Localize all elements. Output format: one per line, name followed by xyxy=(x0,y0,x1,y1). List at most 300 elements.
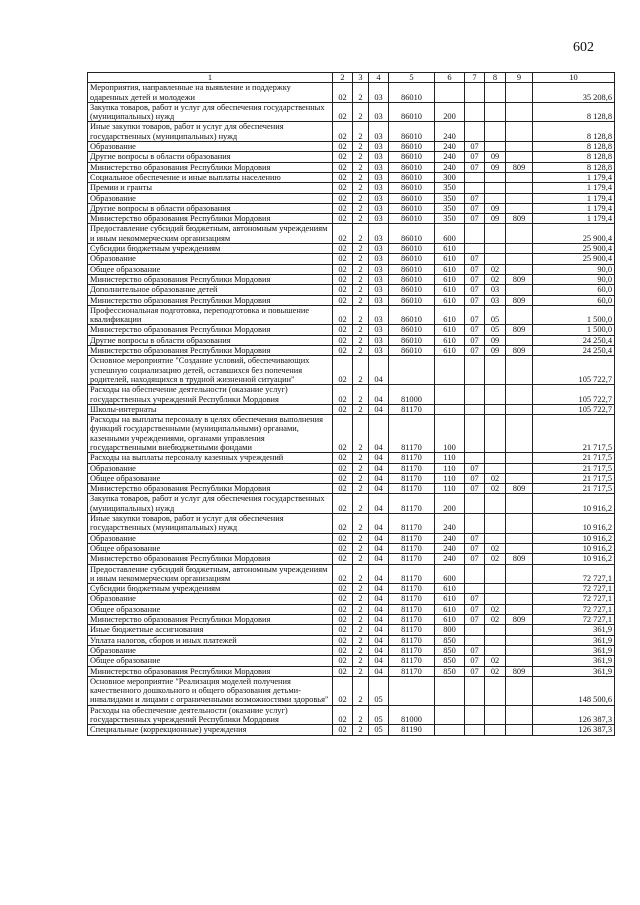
table-row xyxy=(88,666,615,676)
row-name: Иные закупки товаров, работ и услуг для обеспечения государственных (муниципальных) нужд xyxy=(88,122,333,142)
code-cell: 2 xyxy=(353,274,369,284)
code-cell xyxy=(506,705,533,725)
table-row xyxy=(88,676,615,705)
code-cell: 03 xyxy=(369,335,389,345)
code-cell xyxy=(465,122,485,142)
code-cell xyxy=(506,656,533,666)
code-cell: 81000 xyxy=(389,705,435,725)
code-cell: 86010 xyxy=(389,152,435,162)
code-cell: 07 xyxy=(465,162,485,172)
code-cell xyxy=(465,404,485,414)
code-cell xyxy=(485,193,506,203)
code-cell: 02 xyxy=(333,645,353,655)
amount-cell: 21 717,5 xyxy=(533,484,615,494)
amount-cell: 105 722,7 xyxy=(533,385,615,405)
code-cell xyxy=(485,494,506,514)
code-cell: 02 xyxy=(333,635,353,645)
amount-cell: 21 717,5 xyxy=(533,453,615,463)
code-cell xyxy=(465,705,485,725)
code-cell: 2 xyxy=(353,463,369,473)
code-cell: 81170 xyxy=(389,615,435,625)
code-cell: 81170 xyxy=(389,625,435,635)
table-row xyxy=(88,453,615,463)
code-cell: 07 xyxy=(465,346,485,356)
code-cell xyxy=(506,183,533,193)
code-cell: 02 xyxy=(333,152,353,162)
code-cell xyxy=(485,404,506,414)
code-cell xyxy=(506,404,533,414)
code-cell xyxy=(506,494,533,514)
amount-cell: 148 500,6 xyxy=(533,676,615,705)
amount-cell: 72 727,1 xyxy=(533,584,615,594)
row-name: Министерство образования Республики Мордовия xyxy=(88,162,333,172)
table-row xyxy=(88,152,615,162)
code-cell: 03 xyxy=(369,214,389,224)
code-cell xyxy=(506,122,533,142)
code-cell: 2 xyxy=(353,666,369,676)
code-cell: 07 xyxy=(465,335,485,345)
code-cell: 02 xyxy=(333,295,353,305)
code-cell: 809 xyxy=(506,274,533,284)
code-cell xyxy=(435,385,465,405)
code-cell xyxy=(485,102,506,122)
code-cell xyxy=(465,102,485,122)
table-row xyxy=(88,264,615,274)
code-cell: 809 xyxy=(506,346,533,356)
row-name: Министерство образования Республики Мордовия xyxy=(88,325,333,335)
code-cell: 02 xyxy=(333,554,353,564)
code-cell: 2 xyxy=(353,183,369,193)
code-cell: 03 xyxy=(369,183,389,193)
code-cell: 350 xyxy=(435,214,465,224)
code-cell xyxy=(485,244,506,254)
code-cell: 03 xyxy=(369,285,389,295)
code-cell: 04 xyxy=(369,415,389,453)
code-cell xyxy=(465,676,485,705)
code-cell: 200 xyxy=(435,102,465,122)
code-cell: 04 xyxy=(369,385,389,405)
code-cell: 800 xyxy=(435,625,465,635)
row-name: Дополнительное образование детей xyxy=(88,285,333,295)
amount-cell: 60,0 xyxy=(533,285,615,295)
amount-cell: 72 727,1 xyxy=(533,594,615,604)
code-cell: 02 xyxy=(333,122,353,142)
code-cell xyxy=(506,142,533,152)
amount-cell: 8 128,8 xyxy=(533,152,615,162)
amount-cell: 1 179,4 xyxy=(533,214,615,224)
code-cell: 04 xyxy=(369,604,389,614)
code-cell: 07 xyxy=(465,152,485,162)
code-cell xyxy=(485,254,506,264)
code-cell: 240 xyxy=(435,152,465,162)
code-cell: 81170 xyxy=(389,415,435,453)
code-cell: 2 xyxy=(353,285,369,295)
table-row xyxy=(88,463,615,473)
code-cell: 03 xyxy=(369,152,389,162)
amount-cell: 105 722,7 xyxy=(533,404,615,414)
table-row xyxy=(88,335,615,345)
code-cell: 610 xyxy=(435,325,465,335)
code-cell: 2 xyxy=(353,494,369,514)
code-cell: 809 xyxy=(506,554,533,564)
code-cell xyxy=(506,172,533,182)
code-cell xyxy=(506,203,533,213)
code-cell xyxy=(485,625,506,635)
code-cell: 2 xyxy=(353,725,369,735)
code-cell: 86010 xyxy=(389,183,435,193)
table-row xyxy=(88,494,615,514)
row-name: Мероприятия, направленные на выявление и поддержку одаренных детей и молодежи xyxy=(88,83,333,103)
code-cell: 03 xyxy=(369,83,389,103)
row-name: Социальное обеспечение и иные выплаты населению xyxy=(88,172,333,182)
amount-cell: 8 128,8 xyxy=(533,102,615,122)
code-cell: 2 xyxy=(353,254,369,264)
table-row xyxy=(88,102,615,122)
code-cell: 81000 xyxy=(389,385,435,405)
code-cell xyxy=(485,594,506,604)
table-row xyxy=(88,285,615,295)
code-cell: 600 xyxy=(435,224,465,244)
code-cell: 2 xyxy=(353,584,369,594)
amount-cell: 1 500,0 xyxy=(533,305,615,325)
code-cell: 86010 xyxy=(389,142,435,152)
code-cell: 850 xyxy=(435,635,465,645)
code-cell: 04 xyxy=(369,356,389,385)
code-cell: 610 xyxy=(435,346,465,356)
code-cell: 09 xyxy=(485,214,506,224)
table-row xyxy=(88,484,615,494)
code-cell: 2 xyxy=(353,356,369,385)
code-cell: 02 xyxy=(485,604,506,614)
table-row xyxy=(88,564,615,584)
code-cell: 2 xyxy=(353,193,369,203)
amount-cell: 126 387,3 xyxy=(533,725,615,735)
row-name: Общее образование xyxy=(88,473,333,483)
row-name: Расходы на обеспечение деятельности (оказание услуг) государственных учреждений Республики Мордовия xyxy=(88,385,333,405)
code-cell: 03 xyxy=(369,142,389,152)
code-cell: 86010 xyxy=(389,172,435,182)
code-cell xyxy=(506,356,533,385)
code-cell: 03 xyxy=(369,295,389,305)
code-cell xyxy=(506,725,533,735)
code-cell: 86010 xyxy=(389,335,435,345)
code-cell xyxy=(506,635,533,645)
code-cell: 2 xyxy=(353,656,369,666)
code-cell: 07 xyxy=(465,604,485,614)
code-cell: 2 xyxy=(353,635,369,645)
code-cell xyxy=(485,224,506,244)
code-cell: 02 xyxy=(485,554,506,564)
code-cell: 02 xyxy=(333,305,353,325)
amount-cell: 21 717,5 xyxy=(533,463,615,473)
code-cell: 05 xyxy=(369,676,389,705)
code-cell: 86010 xyxy=(389,346,435,356)
code-cell: 02 xyxy=(485,473,506,483)
code-cell: 850 xyxy=(435,645,465,655)
row-name: Министерство образования Республики Мордовия xyxy=(88,295,333,305)
code-cell: 03 xyxy=(369,346,389,356)
code-cell xyxy=(485,356,506,385)
code-cell: 81170 xyxy=(389,554,435,564)
table-row xyxy=(88,385,615,405)
code-cell xyxy=(506,335,533,345)
code-cell: 610 xyxy=(435,264,465,274)
code-cell: 03 xyxy=(369,244,389,254)
column-header: 8 xyxy=(485,73,506,83)
code-cell: 02 xyxy=(333,615,353,625)
code-cell xyxy=(506,645,533,655)
code-cell: 2 xyxy=(353,335,369,345)
row-name: Образование xyxy=(88,142,333,152)
table-row xyxy=(88,635,615,645)
code-cell: 07 xyxy=(465,254,485,264)
code-cell xyxy=(485,122,506,142)
code-cell: 2 xyxy=(353,543,369,553)
row-name: Основное мероприятие "Создание условий, обеспечивающих успешную социализацию детей, оставшихся без попечения родителей, находящихся в трудной жизненной ситуации" xyxy=(88,356,333,385)
code-cell: 610 xyxy=(435,244,465,254)
table-row xyxy=(88,645,615,655)
code-cell: 03 xyxy=(369,325,389,335)
code-cell xyxy=(465,564,485,584)
row-name: Профессиональная подготовка, переподготовка и повышение квалификации xyxy=(88,305,333,325)
code-cell: 850 xyxy=(435,666,465,676)
row-name: Образование xyxy=(88,594,333,604)
amount-cell: 25 900,4 xyxy=(533,254,615,264)
code-cell xyxy=(485,635,506,645)
code-cell: 02 xyxy=(333,385,353,405)
code-cell: 110 xyxy=(435,453,465,463)
row-name: Общее образование xyxy=(88,656,333,666)
code-cell: 2 xyxy=(353,102,369,122)
table-row xyxy=(88,305,615,325)
code-cell xyxy=(506,224,533,244)
code-cell: 07 xyxy=(465,285,485,295)
code-cell: 850 xyxy=(435,656,465,666)
code-cell: 81190 xyxy=(389,725,435,735)
row-name: Министерство образования Республики Мордовия xyxy=(88,346,333,356)
code-cell: 81170 xyxy=(389,543,435,553)
code-cell: 86010 xyxy=(389,244,435,254)
code-cell: 02 xyxy=(333,203,353,213)
amount-cell: 8 128,8 xyxy=(533,122,615,142)
column-header: 10 xyxy=(533,73,615,83)
code-cell xyxy=(485,183,506,193)
amount-cell: 35 208,6 xyxy=(533,83,615,103)
code-cell: 2 xyxy=(353,453,369,463)
code-cell: 2 xyxy=(353,404,369,414)
code-cell: 04 xyxy=(369,564,389,584)
row-name: Образование xyxy=(88,193,333,203)
table-row xyxy=(88,514,615,534)
amount-cell: 361,9 xyxy=(533,645,615,655)
code-cell: 09 xyxy=(485,162,506,172)
table-row xyxy=(88,295,615,305)
code-cell xyxy=(465,453,485,463)
page-number: 602 xyxy=(573,40,594,55)
code-cell: 02 xyxy=(333,274,353,284)
code-cell: 07 xyxy=(465,463,485,473)
code-cell: 610 xyxy=(435,305,465,325)
code-cell xyxy=(485,415,506,453)
code-cell xyxy=(506,152,533,162)
code-cell: 04 xyxy=(369,533,389,543)
amount-cell: 21 717,5 xyxy=(533,415,615,453)
code-cell: 04 xyxy=(369,514,389,534)
table-row xyxy=(88,244,615,254)
code-cell: 04 xyxy=(369,473,389,483)
code-cell: 07 xyxy=(465,264,485,274)
row-name: Другие вопросы в области образования xyxy=(88,203,333,213)
code-cell: 610 xyxy=(435,604,465,614)
code-cell: 02 xyxy=(333,473,353,483)
table-row xyxy=(88,625,615,635)
code-cell: 07 xyxy=(465,295,485,305)
table-row xyxy=(88,554,615,564)
code-cell xyxy=(506,584,533,594)
code-cell: 02 xyxy=(333,83,353,103)
code-cell: 2 xyxy=(353,645,369,655)
code-cell: 02 xyxy=(333,494,353,514)
amount-cell: 8 128,8 xyxy=(533,162,615,172)
row-name: Закупка товаров, работ и услуг для обеспечения государственных (муниципальных) нужд xyxy=(88,494,333,514)
code-cell: 600 xyxy=(435,564,465,584)
code-cell: 04 xyxy=(369,543,389,553)
code-cell: 04 xyxy=(369,615,389,625)
code-cell: 2 xyxy=(353,604,369,614)
row-name: Министерство образования Республики Мордовия xyxy=(88,484,333,494)
code-cell: 2 xyxy=(353,325,369,335)
code-cell: 02 xyxy=(333,356,353,385)
row-name: Премии и гранты xyxy=(88,183,333,193)
code-cell: 81170 xyxy=(389,635,435,645)
code-cell xyxy=(506,285,533,295)
row-name: Министерство образования Республики Мордовия xyxy=(88,666,333,676)
amount-cell: 10 916,2 xyxy=(533,533,615,543)
code-cell: 02 xyxy=(333,142,353,152)
code-cell xyxy=(465,356,485,385)
row-name: Министерство образования Республики Мордовия xyxy=(88,214,333,224)
code-cell: 240 xyxy=(435,122,465,142)
code-cell: 02 xyxy=(333,484,353,494)
amount-cell: 10 916,2 xyxy=(533,543,615,553)
code-cell: 04 xyxy=(369,645,389,655)
code-cell: 03 xyxy=(369,203,389,213)
code-cell xyxy=(506,625,533,635)
code-cell xyxy=(465,244,485,254)
code-cell: 07 xyxy=(465,193,485,203)
code-cell: 2 xyxy=(353,533,369,543)
code-cell xyxy=(506,83,533,103)
code-cell: 05 xyxy=(485,305,506,325)
code-cell: 03 xyxy=(369,102,389,122)
code-cell: 81170 xyxy=(389,494,435,514)
amount-cell: 10 916,2 xyxy=(533,494,615,514)
column-header: 2 xyxy=(333,73,353,83)
code-cell: 04 xyxy=(369,484,389,494)
code-cell: 110 xyxy=(435,463,465,473)
row-name: Министерство образования Республики Мордовия xyxy=(88,554,333,564)
row-name: Образование xyxy=(88,463,333,473)
code-cell: 2 xyxy=(353,554,369,564)
code-cell: 04 xyxy=(369,494,389,514)
code-cell: 02 xyxy=(333,725,353,735)
code-cell: 2 xyxy=(353,594,369,604)
code-cell: 04 xyxy=(369,554,389,564)
table-row xyxy=(88,705,615,725)
row-name: Расходы на обеспечение деятельности (оказание услуг) государственных учреждений Республики Мордовия xyxy=(88,705,333,725)
row-name: Субсидии бюджетным учреждениям xyxy=(88,244,333,254)
code-cell: 240 xyxy=(435,142,465,152)
code-cell: 02 xyxy=(333,285,353,295)
row-name: Общее образование xyxy=(88,543,333,553)
code-cell: 04 xyxy=(369,635,389,645)
code-cell: 02 xyxy=(333,162,353,172)
code-cell: 86010 xyxy=(389,122,435,142)
table-row xyxy=(88,356,615,385)
code-cell: 809 xyxy=(506,325,533,335)
code-cell: 02 xyxy=(485,484,506,494)
code-cell xyxy=(485,705,506,725)
code-cell xyxy=(465,514,485,534)
column-header: 7 xyxy=(465,73,485,83)
code-cell: 07 xyxy=(465,656,485,666)
code-cell xyxy=(465,494,485,514)
amount-cell: 60,0 xyxy=(533,295,615,305)
code-cell: 05 xyxy=(369,705,389,725)
amount-cell: 10 916,2 xyxy=(533,514,615,534)
code-cell xyxy=(465,584,485,594)
table-row xyxy=(88,725,615,735)
code-cell xyxy=(465,415,485,453)
code-cell xyxy=(389,676,435,705)
code-cell: 02 xyxy=(333,666,353,676)
row-name: Предоставление субсидий бюджетным, автономным учреждениям и иным некоммерческим организациям xyxy=(88,224,333,244)
code-cell xyxy=(435,356,465,385)
amount-cell: 105 722,7 xyxy=(533,356,615,385)
code-cell: 07 xyxy=(465,554,485,564)
code-cell xyxy=(465,172,485,182)
code-cell xyxy=(506,254,533,264)
row-name: Образование xyxy=(88,645,333,655)
code-cell: 05 xyxy=(485,325,506,335)
code-cell: 03 xyxy=(369,305,389,325)
code-cell: 81170 xyxy=(389,666,435,676)
column-header: 5 xyxy=(389,73,435,83)
column-header: 3 xyxy=(353,73,369,83)
table-row xyxy=(88,584,615,594)
table-row xyxy=(88,346,615,356)
table-row xyxy=(88,254,615,264)
amount-cell: 361,9 xyxy=(533,666,615,676)
code-cell: 240 xyxy=(435,162,465,172)
code-cell: 2 xyxy=(353,295,369,305)
code-cell: 300 xyxy=(435,172,465,182)
code-cell: 07 xyxy=(465,325,485,335)
code-cell: 07 xyxy=(465,615,485,625)
code-cell: 86010 xyxy=(389,264,435,274)
column-header: 6 xyxy=(435,73,465,83)
code-cell xyxy=(506,604,533,614)
amount-cell: 1 179,4 xyxy=(533,172,615,182)
amount-cell: 10 916,2 xyxy=(533,554,615,564)
code-cell: 2 xyxy=(353,244,369,254)
code-cell: 07 xyxy=(465,203,485,213)
table-row xyxy=(88,183,615,193)
code-cell: 81170 xyxy=(389,533,435,543)
code-cell: 86010 xyxy=(389,83,435,103)
code-cell: 2 xyxy=(353,484,369,494)
code-cell: 2 xyxy=(353,83,369,103)
